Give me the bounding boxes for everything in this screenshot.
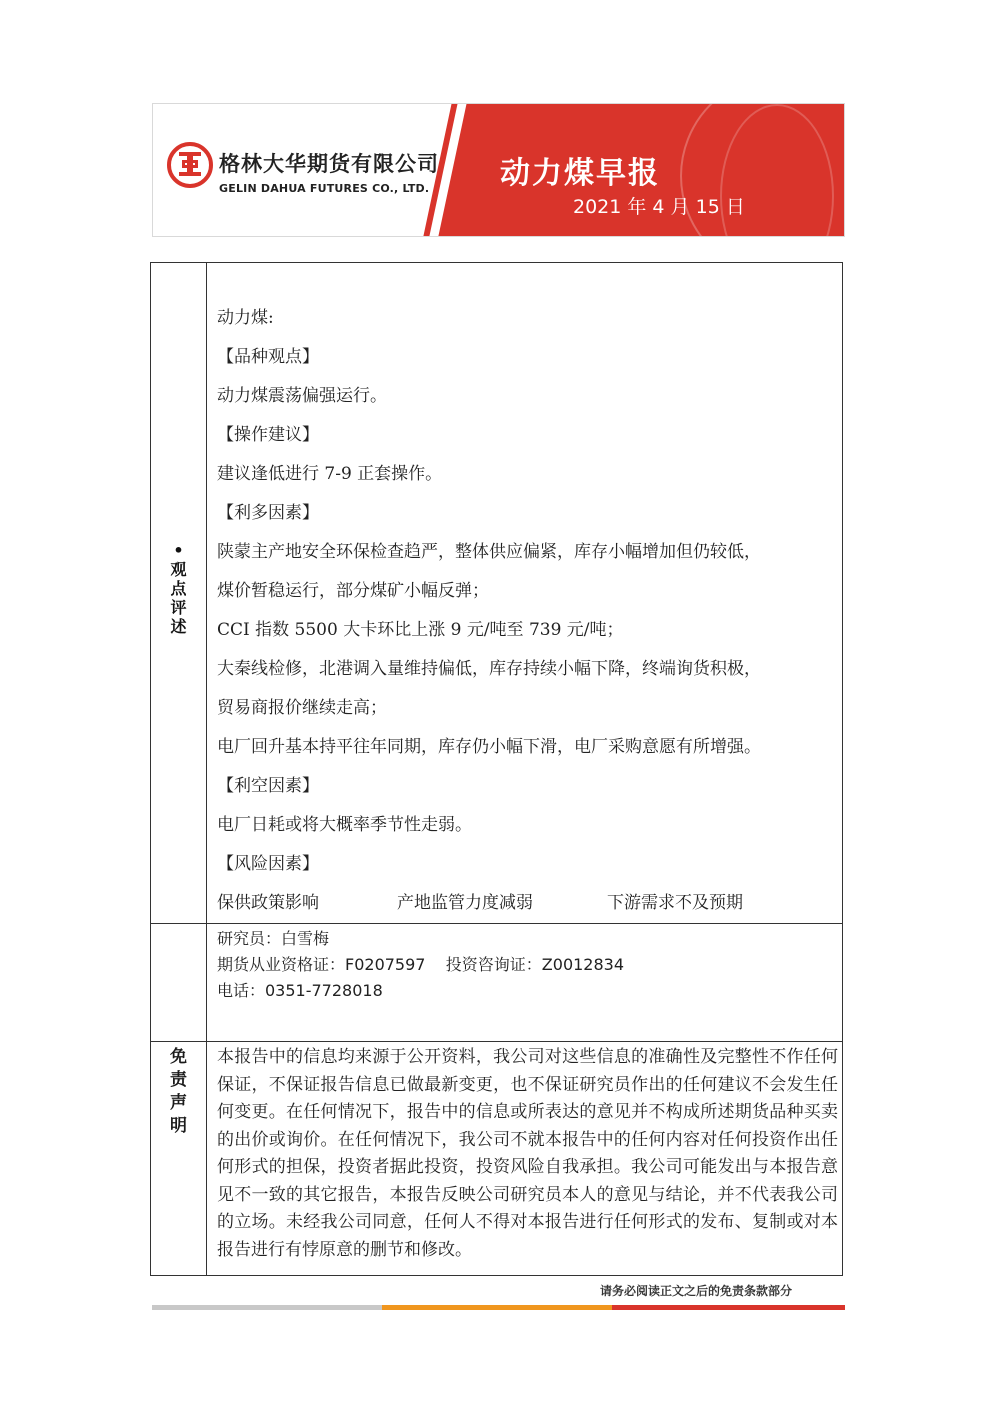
footer-line-orange [382, 1305, 612, 1310]
view-line: 煤价暂稳运行，部分煤矿小幅反弹； [217, 581, 489, 601]
commodity-title: 动力煤: [217, 308, 274, 328]
view-line: 电厂回升基本持平往年同期，库存仍小幅下滑，电厂采购意愿有所增强。 [217, 737, 761, 757]
disclaimer-label-cell [151, 1042, 207, 1276]
company-logo-icon [167, 142, 213, 188]
section-heading: 【品种观点】 [217, 347, 319, 367]
disclaimer-label [151, 1042, 206, 1138]
analyst-row [151, 924, 843, 1042]
report-table [150, 262, 843, 1276]
disclaimer-label-char: 明 [170, 1116, 187, 1136]
analyst-phone: 电话：0351-7728018 [217, 981, 383, 1000]
analyst-license: 期货从业资格证：F0207597 投资咨询证：Z0012834 [217, 955, 625, 974]
view-line: 陕蒙主产地安全环保检查趋严，整体供应偏紧，库存小幅增加但仍较低， [217, 542, 761, 562]
analyst-name: 研究员：白雪梅 [217, 929, 330, 948]
view-line: 建议逢低进行 7-9 正套操作。 [217, 464, 443, 484]
report-banner [152, 103, 845, 237]
company-name-cn: 格林大华期货有限公司 [219, 152, 439, 176]
view-content [207, 263, 842, 923]
footer-line-gray [152, 1305, 382, 1310]
report-date: 2021 年 4 月 15 日 [573, 196, 745, 218]
disclaimer-label-char: 声 [170, 1093, 187, 1113]
analyst-content-cell [207, 924, 843, 1042]
view-label-char: 观 [170, 559, 187, 579]
risk-item: 产地监管力度减弱 [397, 893, 533, 913]
view-label-cell [151, 263, 207, 924]
footer-note: 请务必阅读正文之后的免责条款部分 [600, 1284, 793, 1298]
section-heading: 【利空因素】 [217, 776, 319, 796]
view-row [151, 263, 843, 924]
section-heading: 【风险因素】 [217, 854, 319, 874]
section-heading: 【操作建议】 [217, 425, 319, 445]
report-title: 动力煤早报 [500, 156, 660, 191]
view-line: CCI 指数 5500 大卡环比上涨 9 元/吨至 739 元/吨； [217, 620, 624, 640]
analyst-info [207, 924, 842, 1004]
risk-item: 下游需求不及预期 [607, 893, 743, 913]
company-name-en: GELIN DAHUA FUTURES CO., LTD. [219, 182, 430, 195]
risk-factors [217, 884, 836, 923]
view-label [151, 263, 206, 913]
footer-line-red [612, 1305, 845, 1310]
disclaimer-text: 本报告中的信息均来源于公开资料，我公司对这些信息的准确性及完整性不作任何保证，不保证报告信息已做最新变更，也不保证研究员作出的任何建议不会发生任何变更。在任何情况下，报告中的信息或所表达的意见并不构成所述期货品种买卖的出价或询价。在任何情况下，我公司不就本报告中的任何内容对任何投资作出任何形式的担保，投资者据此投资，投资风险自我承担。我公司可能发出与本报告意见不一致的其它报告，本报告反映公司研究员本人的意见与结论，并不代表我公司的立场。未经我公司同意，任何人不得对本报告进行任何形式的发布、复制或对本报告进行有悖原意的删节和修改。 [217, 1047, 838, 1260]
disclaimer-content-cell [207, 1042, 843, 1276]
analyst-label-cell [151, 924, 207, 1042]
view-line: 贸易商报价继续走高； [217, 698, 387, 718]
view-line: 电厂日耗或将大概率季节性走弱。 [217, 815, 472, 835]
disclaimer-label-char: 责 [170, 1070, 187, 1090]
view-content-cell [207, 263, 843, 924]
view-line: 动力煤震荡偏强运行。 [217, 386, 387, 406]
view-line: 大秦线检修，北港调入量维持偏低，库存持续小幅下降，终端询货积极， [217, 659, 761, 679]
view-label-char: 评 [170, 597, 187, 617]
disclaimer-label-char: 免 [170, 1047, 187, 1067]
view-label-char: 点 [170, 578, 187, 598]
section-heading: 【利多因素】 [217, 503, 319, 523]
risk-item: 保供政策影响 [217, 893, 319, 913]
disclaimer-row [151, 1042, 843, 1276]
view-label-char: 述 [170, 616, 187, 636]
view-label-bullet: • [173, 540, 184, 560]
